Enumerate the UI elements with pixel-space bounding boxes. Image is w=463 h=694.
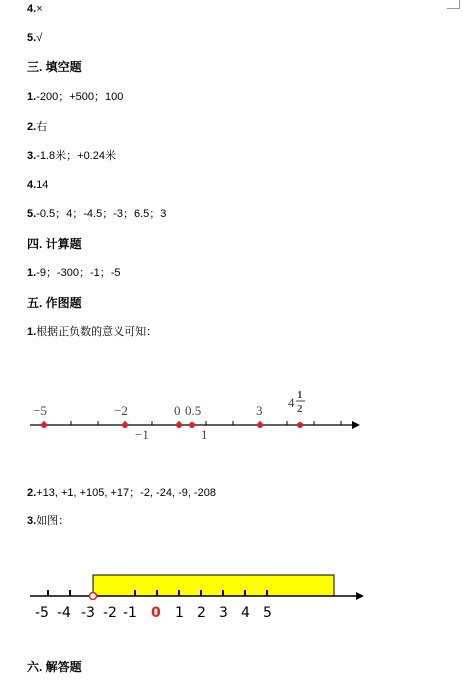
labels (35, 605, 272, 621)
corner-mark (447, 0, 460, 9)
item-text: 根据正负数的意义可知： (36, 326, 158, 338)
answer-line (27, 486, 216, 500)
answer-line (27, 325, 157, 339)
item-number: 1. (27, 91, 37, 103)
item-number: 4. (27, 3, 37, 15)
label: -5 (35, 605, 49, 621)
number-line-2 (0, 565, 463, 645)
point (189, 422, 195, 428)
item-text: 右 (36, 121, 48, 133)
answer-line (27, 149, 116, 163)
fraction-denominator: 2 (297, 403, 303, 415)
item-text: -1.8米；+0.24米 (36, 150, 116, 162)
item-text: 如图： (36, 515, 70, 527)
label: 3 (256, 403, 263, 418)
section-heading: 四. 计算题 (27, 237, 82, 251)
item-number: 2. (27, 487, 37, 499)
item-number: 2. (27, 121, 37, 133)
section-heading: 六. 解答题 (27, 660, 82, 674)
label: 1 (175, 605, 184, 621)
arrow-head (352, 421, 360, 429)
label: 3 (219, 605, 228, 621)
item-number: 5. (27, 32, 37, 44)
label: −1 (135, 427, 149, 442)
label: -1 (123, 605, 137, 621)
fraction-numerator: 1 (297, 389, 303, 401)
label: 1 (201, 427, 208, 442)
section-heading: 三. 填空题 (27, 60, 82, 74)
item-number: 3. (27, 515, 37, 527)
point (257, 422, 263, 428)
item-number: 1. (27, 326, 37, 338)
label: 2 (197, 605, 206, 621)
label: 0 (174, 403, 181, 418)
answer-line (27, 2, 43, 16)
answer-line (27, 514, 69, 528)
item-number: 1. (27, 267, 37, 279)
item-text: -200；+500；100 (36, 91, 124, 103)
answer-line (27, 31, 42, 45)
endpoint-dot (90, 593, 97, 600)
item-text: +13, +1, +105, +17；-2, -24, -9, -208 (36, 487, 216, 499)
answer-line (27, 178, 48, 192)
label: 0.5 (185, 403, 202, 418)
answer-line (27, 120, 47, 134)
answer-line (27, 266, 121, 280)
item-text: × (36, 3, 43, 15)
item-text: -0.5；4；-4.5；-3；6.5；3 (36, 208, 167, 220)
item-number: 4. (27, 179, 37, 191)
label-zero: 0 (151, 605, 161, 621)
item-text: √ (36, 32, 43, 44)
item-number: 5. (27, 208, 37, 220)
point (122, 422, 128, 428)
range-rectangle (93, 575, 334, 596)
label: -3 (81, 605, 95, 621)
number-line-1 (0, 390, 463, 470)
label: 5 (263, 605, 272, 621)
label: −2 (114, 403, 128, 418)
label: 4 (241, 605, 250, 621)
arrow-head (356, 592, 364, 600)
point (41, 422, 47, 428)
label: -2 (103, 605, 117, 621)
labels (33, 389, 305, 442)
label: 4 (288, 395, 295, 410)
item-number: 3. (27, 150, 37, 162)
label: −5 (33, 403, 47, 418)
label: -4 (57, 605, 71, 621)
item-text: -9；-300；-1；-5 (36, 267, 121, 279)
section-heading: 五. 作图题 (27, 296, 82, 310)
point (297, 422, 303, 428)
answer-line (27, 90, 123, 104)
item-text: 14 (36, 179, 49, 191)
point (176, 422, 182, 428)
answer-line (27, 207, 166, 221)
